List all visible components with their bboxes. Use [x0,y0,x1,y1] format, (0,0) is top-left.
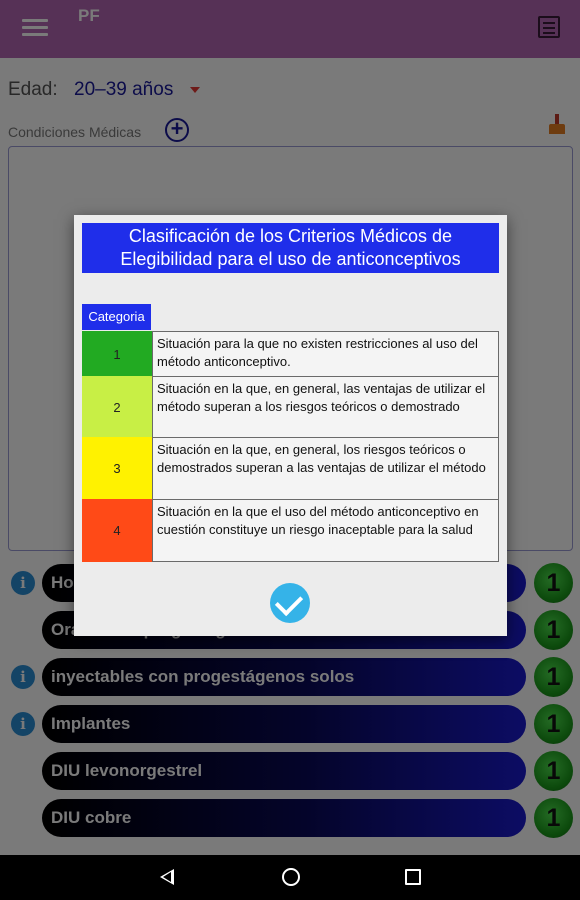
category-cell: 2 [82,376,152,438]
system-navbar [0,855,580,900]
dialog-title: Clasificación de los Criterios Médicos de Elegibilidad para el uso de anticonceptivos [82,223,499,273]
category-header: Categoria [82,304,151,330]
category-cell: 4 [82,499,152,562]
description-cell: Situación en la que, en general, los riesgos teóricos o demostrados superan a las ventajas de utilizar el método [152,437,499,500]
description-cell: Situación en la que, en general, las ventajas de utilizar el método superan a los riesgos teóricos o demostrado [152,376,499,438]
category-cell: 1 [82,331,152,377]
checkmark-icon[interactable] [270,583,310,623]
back-icon[interactable] [160,869,174,885]
description-cell: Situación en la que el uso del método anticonceptivo en cuestión constituye un riesgo inaceptable para la salud [152,499,499,562]
recents-icon[interactable] [405,869,421,885]
home-icon[interactable] [282,868,300,886]
table-row [82,376,499,438]
table-row [82,499,499,562]
classification-dialog [74,215,507,636]
table-row [82,437,499,500]
description-cell: Situación para la que no existen restricciones al uso del método anticonceptivo. [152,331,499,377]
table-row [82,331,499,377]
category-cell: 3 [82,437,152,500]
